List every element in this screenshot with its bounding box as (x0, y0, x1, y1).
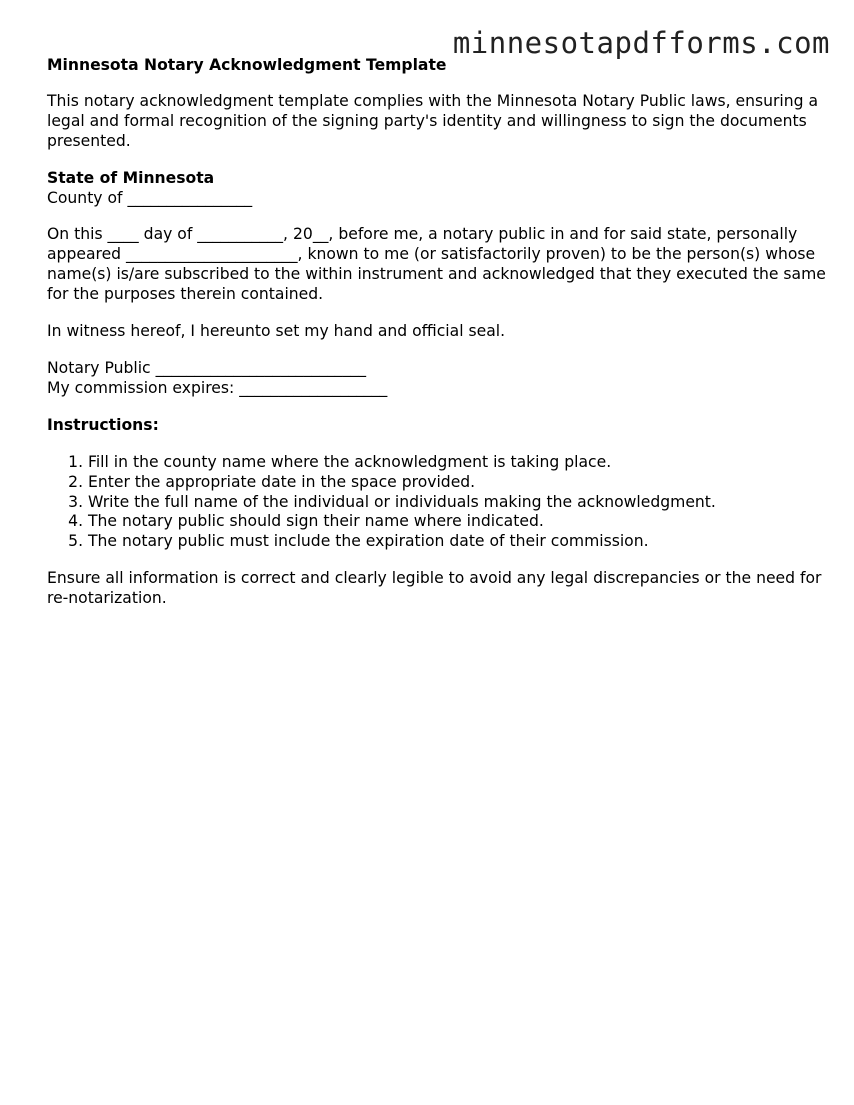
venue-block (47, 169, 827, 209)
witness-paragraph: In witness hereof, I hereunto set my hand and official seal. (47, 322, 506, 341)
instruction-item: 2. Enter the appropriate date in the space provided. (88, 473, 827, 493)
closing-paragraph: Ensure all information is correct and clearly legible to avoid any legal discrepancies or the need for re-notarization. (47, 569, 822, 608)
commission-expires-line: My commission expires: ___________________ (47, 378, 388, 397)
instructions-heading: Instructions: (47, 415, 159, 434)
signature-block (47, 359, 827, 399)
instruction-item: 1. Fill in the county name where the acknowledgment is taking place. (88, 453, 827, 473)
instruction-item: 3. Write the full name of the individual or individuals making the acknowledgment. (88, 493, 827, 513)
instruction-item: 4. The notary public should sign their name where indicated. (88, 512, 827, 532)
document-title: Minnesota Notary Acknowledgment Template (47, 56, 447, 74)
document-body (47, 56, 827, 626)
instructions-list (47, 453, 827, 553)
intro-paragraph: This notary acknowledgment template complies with the Minnesota Notary Public laws, ensuring a legal and formal recognition of the signing party's identity and willingness to sign the documents presented. (47, 91, 819, 150)
acknowledgment-paragraph: On this ____ day of ___________, 20__, before me, a notary public in and for said state, personally appeared ______________________, known to me (or satisfactorily proven) to be the person(s) whose name(s) is/are subscribed to the within instrument and acknowledged that they executed the same for the purposes therein contained. (47, 225, 826, 304)
notary-public-line: Notary Public ___________________________ (47, 358, 367, 377)
county-line: County of ________________ (47, 188, 253, 207)
instruction-item: 5. The notary public must include the expiration date of their commission. (88, 532, 827, 552)
watermark: minnesotapdfforms.com (452, 26, 830, 60)
state-heading: State of Minnesota (47, 168, 215, 187)
